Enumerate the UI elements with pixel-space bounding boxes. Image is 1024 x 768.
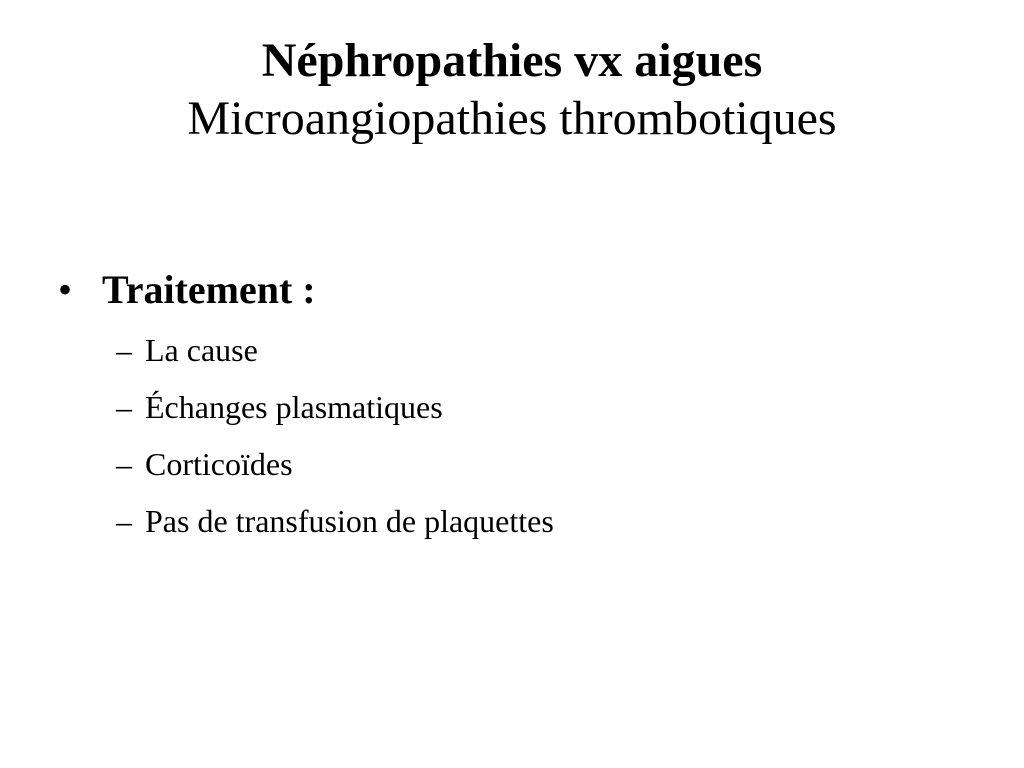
- slide-title: Néphropathies vx aigues: [261, 34, 763, 87]
- sub-bullet-text: Pas de transfusion de plaquettes: [145, 503, 554, 539]
- slide-title-block: [0, 32, 1024, 148]
- sub-bullet-item: [0, 328, 900, 372]
- sub-bullet-marker: –: [116, 389, 132, 425]
- sub-bullet-item: [0, 385, 900, 429]
- sub-bullet-marker: –: [116, 332, 132, 368]
- sub-bullet-marker: –: [116, 446, 132, 482]
- sub-bullet-text: La cause: [145, 332, 258, 368]
- bullet-item-traitement: [0, 264, 900, 316]
- slide-subtitle: Microangiopathies thrombotiques: [187, 92, 837, 145]
- sub-bullet-text: Corticoïdes: [145, 446, 293, 482]
- sub-bullet-marker: –: [116, 503, 132, 539]
- sub-bullet-text: Échanges plasmatiques: [145, 389, 443, 425]
- bullet-marker: •: [58, 267, 73, 312]
- sub-bullet-item: [0, 442, 900, 486]
- bullet-label: Traitement :: [102, 267, 316, 312]
- sub-bullet-item: [0, 499, 900, 543]
